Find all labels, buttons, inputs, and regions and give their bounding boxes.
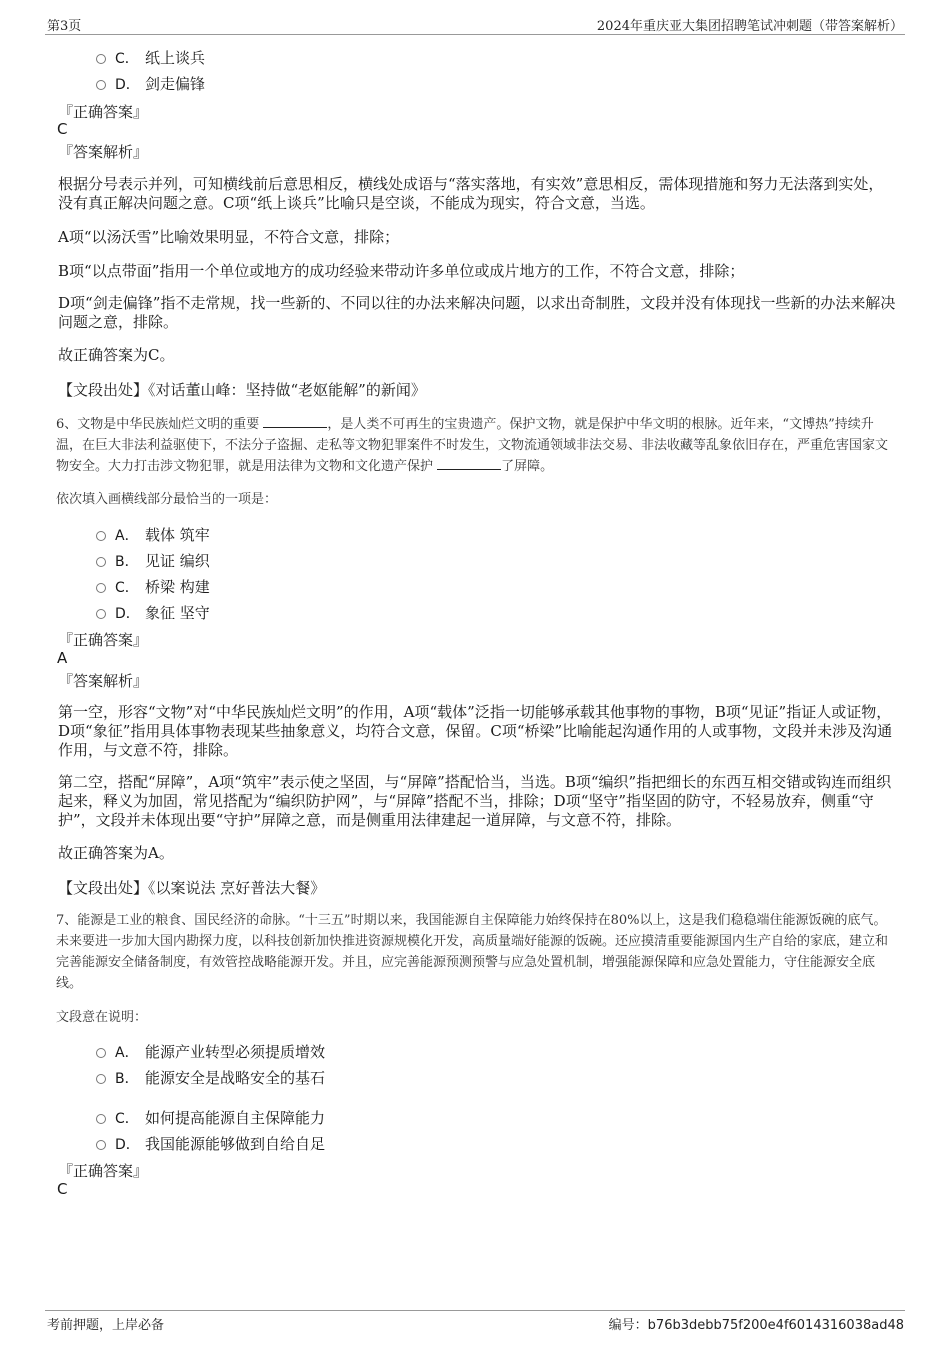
- option-text: 能源产业转型必须提质增效: [145, 1043, 326, 1061]
- stem-part: 6、文物是中华民族灿烂文明的重要: [56, 417, 260, 432]
- radio-icon[interactable]: [96, 54, 106, 64]
- answer-label: 『正确答案』: [58, 1162, 149, 1180]
- option-key: C．: [115, 1110, 139, 1127]
- option-key: C．: [115, 50, 139, 67]
- page-number: 第3页: [47, 19, 82, 34]
- radio-icon[interactable]: [96, 1074, 106, 1084]
- option-text: 能源安全是战略安全的基石: [145, 1069, 326, 1087]
- option-text: 象征 坚守: [145, 604, 210, 622]
- option-key: D．: [115, 605, 140, 622]
- option-d[interactable]: [96, 602, 210, 623]
- option-text: 桥梁 构建: [145, 578, 210, 596]
- question-prompt: 文段意在说明：: [56, 1010, 148, 1025]
- option-key: B．: [115, 1070, 139, 1087]
- document-code-value: b76b3debb75f200e4f6014316038ad48: [647, 1318, 904, 1333]
- option-key: A．: [115, 1044, 139, 1061]
- option-a[interactable]: [96, 524, 210, 545]
- analysis-label: 『答案解析』: [58, 143, 149, 161]
- analysis-paragraph: A项“以汤沃雪”比喻效果明显，不符合文意，排除；: [58, 228, 400, 246]
- option-d[interactable]: [96, 73, 205, 94]
- radio-icon[interactable]: [96, 531, 106, 541]
- option-d[interactable]: [96, 1133, 325, 1154]
- option-b[interactable]: [96, 550, 210, 571]
- option-a[interactable]: [96, 1041, 325, 1062]
- answer-value: C: [57, 1180, 68, 1198]
- radio-icon[interactable]: [96, 80, 106, 90]
- option-key: A．: [115, 527, 139, 544]
- option-key: D．: [115, 1136, 140, 1153]
- analysis-conclusion: 故正确答案为A。: [58, 844, 174, 862]
- option-c[interactable]: [96, 576, 210, 597]
- answer-label: 『正确答案』: [58, 103, 149, 121]
- analysis-paragraph: D项“剑走偏锋”指不走常规，找一些新的、不同以往的办法来解决问题，以求出奇制胜，文段并没有体现找一些新的办法来解决问题之意，排除。: [58, 294, 896, 331]
- analysis-conclusion: 故正确答案为C。: [58, 346, 175, 364]
- footer-slogan: 考前押题，上岸必备: [47, 1318, 165, 1333]
- option-text: 剑走偏锋: [145, 75, 206, 93]
- option-text: 我国能源能够做到自给自足: [145, 1135, 326, 1153]
- radio-icon[interactable]: [96, 1140, 106, 1150]
- passage-source: 【文段出处】《以案说法 烹好普法大餐》: [58, 879, 326, 897]
- option-text: 纸上谈兵: [145, 49, 206, 67]
- document-title: 2024年重庆亚大集团招聘笔试冲刺题（带答案解析）: [596, 19, 903, 34]
- radio-icon[interactable]: [96, 609, 106, 619]
- analysis-paragraph: 第一空，形容“文物”对“中华民族灿烂文明”的作用，A项“载体”泛指一切能够承载其他事物的事物，B项“见证”指证人或证物，D项“象征”指用具体事物表现某些抽象意义，均符合文意，保留。C项“桥梁”比喻能起沟通作用的人或事物，文段并未涉及沟通作用，与文意不符，排除。: [58, 703, 893, 759]
- stem-part: 了屏障。: [501, 459, 554, 474]
- passage-source: 【文段出处】《对话董山峰：坚持做“老妪能解”的新闻》: [58, 381, 426, 399]
- option-key: D．: [115, 76, 140, 93]
- option-c[interactable]: [96, 1107, 325, 1128]
- radio-icon[interactable]: [96, 1048, 106, 1058]
- analysis-paragraph: 第二空，搭配“屏障”，A项“筑牢”表示使之坚固，与“屏障”搭配恰当，当选。B项“编织”指把细长的东西互相交错或钩连而组织起来，释义为加固，常见搭配为“编织防护网”，与“屏障”搭配不当，排除；D项“坚守”指坚固的防守，不轻易放弃，侧重“守护”，文段并未体现出要“守护”屏障之意，而是侧重用法律建起一道屏障，与文意不符，排除。: [58, 773, 892, 829]
- analysis-paragraph: 根据分号表示并列，可知横线前后意思相反，横线处成语与“落实落地，有实效”意思相反，需体现措施和努力无法落到实处，没有真正解决问题之意。C项“纸上谈兵”比喻只是空谈，不能成为现实，符合文意，当选。: [58, 175, 884, 212]
- radio-icon[interactable]: [96, 557, 106, 567]
- footer-divider: [45, 1310, 905, 1311]
- document-code: [609, 1314, 904, 1333]
- analysis-label: 『答案解析』: [58, 672, 149, 690]
- option-key: B．: [115, 553, 139, 570]
- answer-value: A: [57, 649, 68, 667]
- question-prompt: 依次填入画横线部分最恰当的一项是：: [56, 492, 278, 507]
- fill-blank: [263, 415, 327, 428]
- answer-label: 『正确答案』: [58, 631, 149, 649]
- document-code-label: 编号：: [608, 1318, 648, 1333]
- analysis-paragraph: B项“以点带面”指用一个单位或地方的成功经验来带动许多单位或成片地方的工作，不符合文意，排除；: [58, 262, 745, 280]
- radio-icon[interactable]: [96, 1114, 106, 1124]
- option-text: 见证 编织: [145, 552, 210, 570]
- question-stem: 7、能源是工业的粮食、国民经济的命脉。“十三五”时期以来，我国能源自主保障能力始终保持在80%以上，这是我们稳稳端住能源饭碗的底气。未来要进一步加大国内勘探力度，以科技创新加快推进资源规模化开发，高质量端好能源的饭碗。还应摸清重要能源国内生产自给的家底，建立和完善能源安全储备制度，有效管控战略能源开发。并且，应完善能源预测预警与应急处置机制，增强能源保障和应急处置能力，守住能源安全底线。: [56, 913, 889, 991]
- question-stem: [56, 414, 898, 477]
- option-b[interactable]: [96, 1067, 325, 1088]
- option-c[interactable]: [96, 47, 205, 68]
- option-text: 如何提高能源自主保障能力: [145, 1109, 326, 1127]
- fill-blank: [437, 457, 501, 470]
- option-text: 载体 筑牢: [145, 526, 210, 544]
- stem-part: ，是人类不可再生的宝贵遗产。保护文物，就是保护中华文明的根脉。近年来，“文博热”持续升温，在巨大非法利益驱使下，不法分子盗掘、走私等文物犯罪案件不时发生，文物流通领域非法交易、非法收藏等乱象依旧存在，严重危害国家文物安全。大力打击涉文物犯罪，就是用法律为文物和文化遗产保护: [56, 417, 889, 474]
- answer-value: C: [57, 120, 68, 138]
- radio-icon[interactable]: [96, 583, 106, 593]
- header-divider: [45, 34, 905, 35]
- option-key: C．: [115, 579, 139, 596]
